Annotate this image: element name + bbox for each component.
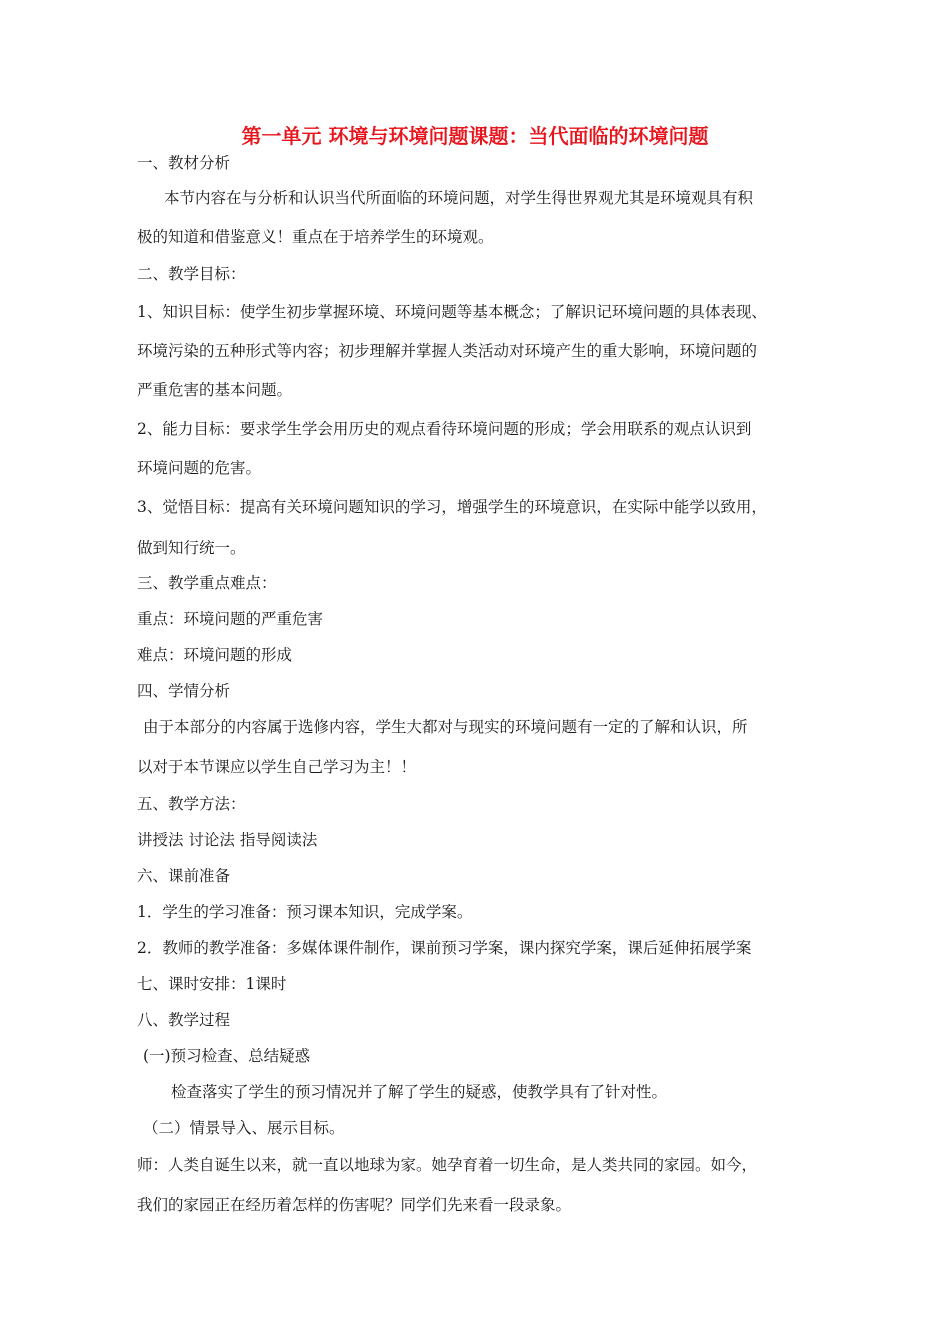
subsection-heading: （二）情景导入、展示目标。 (143, 1119, 345, 1137)
paragraph-line: 重点：环境问题的严重危害 (137, 610, 324, 628)
section-heading-teaching-goals: 二、教学目标： (137, 265, 246, 283)
paragraph-line: 难点：环境问题的形成 (137, 646, 293, 664)
paragraph-line: 做到知行统一。 (137, 539, 246, 557)
paragraph-line: 1．学生的学习准备：预习课本知识，完成学案。 (137, 903, 473, 921)
subsection-heading: (一)预习检查、总结疑惑 (143, 1047, 311, 1065)
paragraph-line: 师：人类自诞生以来，就一直以地球为家。她孕育着一切生命，是人类共同的家园。如今， (137, 1156, 758, 1174)
paragraph-line: 2．教师的教学准备：多媒体课件制作，课前预习学案，课内探究学案，课后延伸拓展学案 (137, 939, 752, 957)
section-heading-key-points: 三、教学重点难点： (137, 574, 277, 592)
paragraph-line: 环境问题的危害。 (137, 459, 262, 477)
paragraph-line: 本节内容在与分析和认识当代所面临的环境问题，对学生得世界观尤其是环境观具有积 (164, 189, 754, 207)
paragraph-line: 严重危害的基本问题。 (137, 381, 293, 399)
section-heading-learner-analysis: 四、学情分析 (137, 682, 231, 700)
paragraph-line: 讲授法 讨论法 指导阅读法 (137, 831, 318, 849)
paragraph-line: 1、知识目标：使学生初步掌握环境、环境问题等基本概念；了解识记环境问题的具体表现、 (137, 303, 767, 321)
paragraph-line: 由于本部分的内容属于选修内容，学生大都对与现实的环境问题有一定的了解和认识，所 (143, 718, 748, 736)
paragraph-line: 检查落实了学生的预习情况并了解了学生的疑惑，使教学具有了针对性。 (171, 1083, 668, 1101)
paragraph-line: 极的知道和借鉴意义！重点在于培养学生的环境观。 (137, 228, 494, 246)
section-heading-teaching-methods: 五、教学方法： (137, 795, 246, 813)
section-heading-textbook-analysis: 一、教材分析 (137, 154, 231, 172)
paragraph-line: 3、觉悟目标：提高有关环境问题知识的学习，增强学生的环境意识，在实际中能学以致用， (137, 498, 767, 516)
document-title: 第一单元 环境与环境问题课题：当代面临的环境问题 (241, 124, 709, 148)
section-heading-teaching-process: 八、教学过程 (137, 1011, 231, 1029)
paragraph-line: 环境污染的五种形式等内容；初步理解并掌握人类活动对环境产生的重大影响，环境问题的 (137, 342, 758, 360)
paragraph-line: 2、能力目标：要求学生学会用历史的观点看待环境问题的形成；学会用联系的观点认识到 (137, 420, 752, 438)
section-heading-schedule: 七、课时安排：1课时 (137, 975, 287, 993)
section-heading-preparation: 六、课前准备 (137, 867, 231, 885)
paragraph-line: 我们的家园正在经历着怎样的伤害呢？同学们先来看一段录象。 (137, 1196, 572, 1214)
paragraph-line: 以对于本节课应以学生自己学习为主！！ (137, 758, 417, 776)
